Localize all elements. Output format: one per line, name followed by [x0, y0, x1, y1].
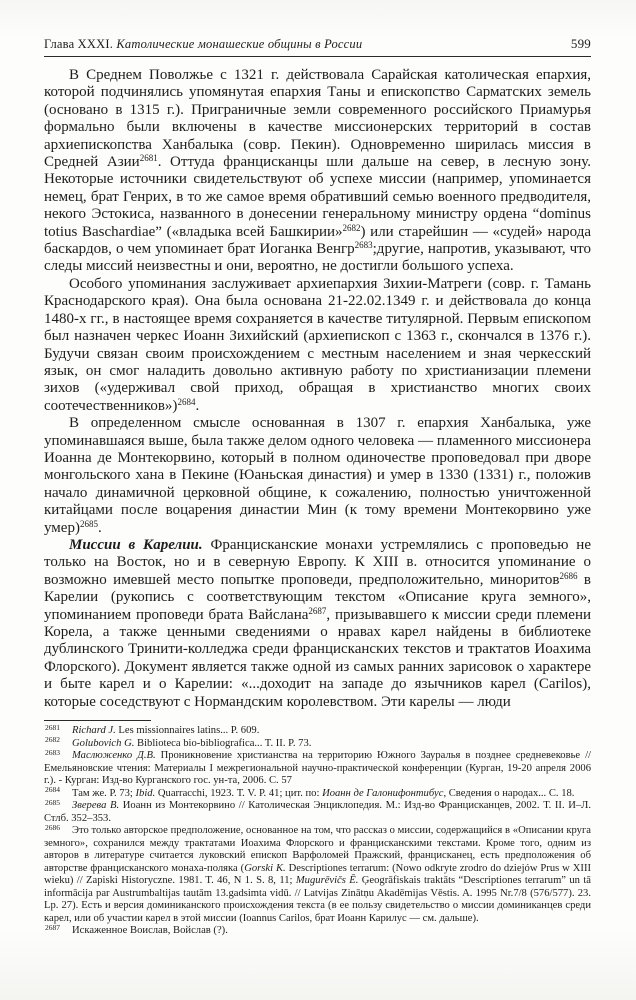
italic-text: Ibid. — [135, 787, 156, 799]
italic-text: Golubovich G. — [72, 737, 135, 749]
paragraph-lead: Миссии в Карелии. — [69, 536, 203, 553]
footnote-separator — [44, 720, 151, 721]
footnote — [44, 747, 591, 788]
footnote — [44, 785, 591, 801]
italic-text: Маслюженко Д.В. — [72, 750, 156, 762]
text-run: . Оттуда францисканцы шли дальше на север, в лесную зону. Некоторые источники свидетельствуют об успехе миссии (например, упоминается немец, брат Генрих, в то же самое время обративший семью военного предводителя, некого Эстокиса, названного в донесении генеральному министру ордена “dominus totius Baschardiae” («владыка всей Башкирии» — [44, 154, 592, 240]
footnote-number: 2686 — [45, 822, 60, 832]
footnote-number: 2687 — [45, 922, 60, 932]
footnote — [44, 722, 591, 738]
paragraph — [44, 415, 591, 537]
footnote-number: 2681 — [45, 722, 60, 732]
text-run: Quarracchi, 1923. Т. V. Р. 41; цит. по: — [155, 787, 323, 799]
footnote-number: 2682 — [45, 735, 60, 745]
text-run: Ģeogrāfiskais traktāts “Descriptiones terrarum” un tā informācija par Austrumbaltijas tautām 13.gadsimta vidū. // Latvijas Zinātņu Akadēmijas Vēstis. A. 1995 Nr.7/8 (576/577). 23. Lp. 27). Есть и версия доминиканского происхождения текста (в ее пользу свидетельство о миссии доминиканцев среди карел, или об участии карел в этой миссии (Ioannus Carilos, брат Иоанн Карилус — см. дальше). — [44, 875, 591, 924]
paragraph — [44, 67, 591, 276]
chapter-title: Католические монашеские общины в России — [113, 37, 363, 51]
text-run: в Карелии (рукопись с соответствующим текстом «Описание круга земного», упоминанием проповеди брата Вайслана — [44, 571, 591, 623]
paragraph — [44, 276, 591, 415]
text-run: Это только авторское предположение, основанное на том, что рассказ о миссии, содержащийся в «Описании круга земного», сохранился между трактатами Иоахима Флорского и францисканскими текстами. Кроме того, одним из авторов в литературе считается луковский епископ Варфоломей Пражский, францисканец, есть предположения об авторстве францисканского монаха-поляка ( — [44, 825, 591, 874]
footnote-reference: 2686 — [559, 570, 578, 581]
italic-text: Зверева В. — [72, 800, 120, 812]
text-run: Францисканские монахи устремлялись с проповедью не только на Восток, но и в северную Европу. К XIII в. относится упоминание о возможно имевшей место попытке проповеди, предположительно, миноритов — [44, 536, 591, 588]
text-run: Искаженное Воислав, Войслав (?). — [72, 925, 228, 937]
body-text — [44, 67, 591, 711]
text-run: Иоанн из Монтекорвино // Католическая Энциклопедия. М.: Изд-во Францисканцев, 2002. Т. II. И–Л. Стлб. 352–353. — [44, 800, 591, 824]
running-head-text — [44, 37, 362, 52]
footnote-reference: 2683 — [354, 240, 373, 251]
text-run: , Сведения о народах... С. 18. — [443, 787, 575, 799]
text-run: Descriptiones terrarum: (Nowo odkryte zrodro do dziejów Prus w XIII wieku) // Zapiski Historyczne. 1981. T. 46, N 1. S. 8, 11; — [44, 862, 591, 887]
text-run: Проникновение христианства на территорию Южного Зауралья в позднее средневековье // Емельяновские чтения: Материалы I межрегиональной научно-практической конференции (Курган, 19-20 апреля 2006 г.). - Курган: Изд-во Курганского гос. ун-та, 2006. С. 57 — [44, 750, 591, 787]
text-run: ) или старейшин — «судей» народа баскардов, о чем упоминает брат Иоганка Венгр — [44, 223, 591, 258]
italic-text: Иоанн де Галонифонтибус — [322, 787, 444, 799]
footnote-number: 2685 — [45, 797, 60, 807]
footnote-number: 2683 — [45, 747, 60, 757]
running-head — [44, 36, 591, 56]
text-run: В определенном смысле основанная в 1307 г. епархия Ханбалыка, уже упоминавшаяся выше, была также делом одного человека — пламенного миссионера Иоанна де Монтекорвино, который в полном одиночестве проповедовал при дворе монгольского хана в Пекине (Юаньская династия) и умер в 1330 (1331) г., положив начало динамичной церковной общине, к сожалению, полностью уничтоженной китайцами после воцарения династии Мин (к тому времени Монтекорвино уже умер) — [44, 415, 591, 536]
text-run: Там же. Р. 73; — [72, 787, 136, 799]
text-run: , призывавшего к миссии среди племени Корела, а также ценными сведениями о нравах карел найдены в библиотеке дублинского Тринити-колледжа среди францисканских текстов и трактатов Иоахима Флорского). Документ является также одной из самых ранних зарисовок о характере и быте карел и о Карелии: «...доходит на западе до язычников карел (Carilos), которые соседствуют с Нормандским королевством. Эти карелы — люди — [44, 606, 592, 710]
footnote-reference: 2687 — [308, 605, 327, 616]
italic-text: Richard J. — [72, 725, 116, 737]
page-number: 599 — [570, 36, 591, 51]
paragraph — [44, 537, 591, 711]
text-run: . — [195, 397, 200, 414]
italic-text: Mugurēvičs Ē. — [295, 875, 359, 887]
text-run: В Среднем Поволжье с 1321 г. действовала Сарайская католическая епархия, которой подчинялись упомянутая епархия Таны и епископство Сарматских земель (основано в 1315 г.). Приграничные земли современного российского Приамурья формально были включены в качестве миссионерских территорий в состав архиепископства Ханбалыка (совр. Пекин). Одновременно ширилась миссия в Средней Азии — [44, 67, 591, 171]
text-run: Les missionnaires latins... P. 609. — [115, 725, 260, 737]
footnote — [44, 797, 591, 825]
text-run: Особого упоминания заслуживает архиепархия Зихии-Матреги (совр. г. Тамань Краснодарского края). Она была основана 21-22.02.1349 г. и действовала до конца 1480-х гг., в настоящее время сохраняется в качестве титулярной. Первым епископом был назначен черкес Иоанн Зихийский (архиепископ с 1363 г., скончался в 1376 г.). Будучи связан своим происхождением с местным населением и зная черкесский язык, он смог наладить довольно активную работу по христианизации племени зихов («удерживал свой приход, обращая в христианство многих своих соотечественников») — [44, 275, 591, 414]
text-run: . — [97, 519, 102, 536]
footnote-reference: 2684 — [177, 396, 196, 407]
footnote-reference: 2681 — [139, 153, 158, 164]
footnote — [44, 922, 591, 938]
chapter-label: Глава XXXI. — [44, 37, 114, 51]
footnote-reference: 2682 — [342, 222, 361, 233]
header-rule — [44, 56, 591, 57]
footnote-reference: 2685 — [79, 518, 98, 529]
footnotes-section — [44, 722, 591, 938]
footnote — [44, 735, 591, 751]
footnote — [44, 822, 591, 925]
text-run: ;другие, напротив, указывают, что следы миссий неизвестны и они, вероятно, не достигли большого успеха. — [44, 241, 591, 275]
italic-text: Gorski K. — [244, 862, 286, 874]
text-run: Biblioteca bio-bibliografica... T. II. P. 73. — [134, 737, 312, 749]
footnote-number: 2684 — [45, 785, 60, 795]
